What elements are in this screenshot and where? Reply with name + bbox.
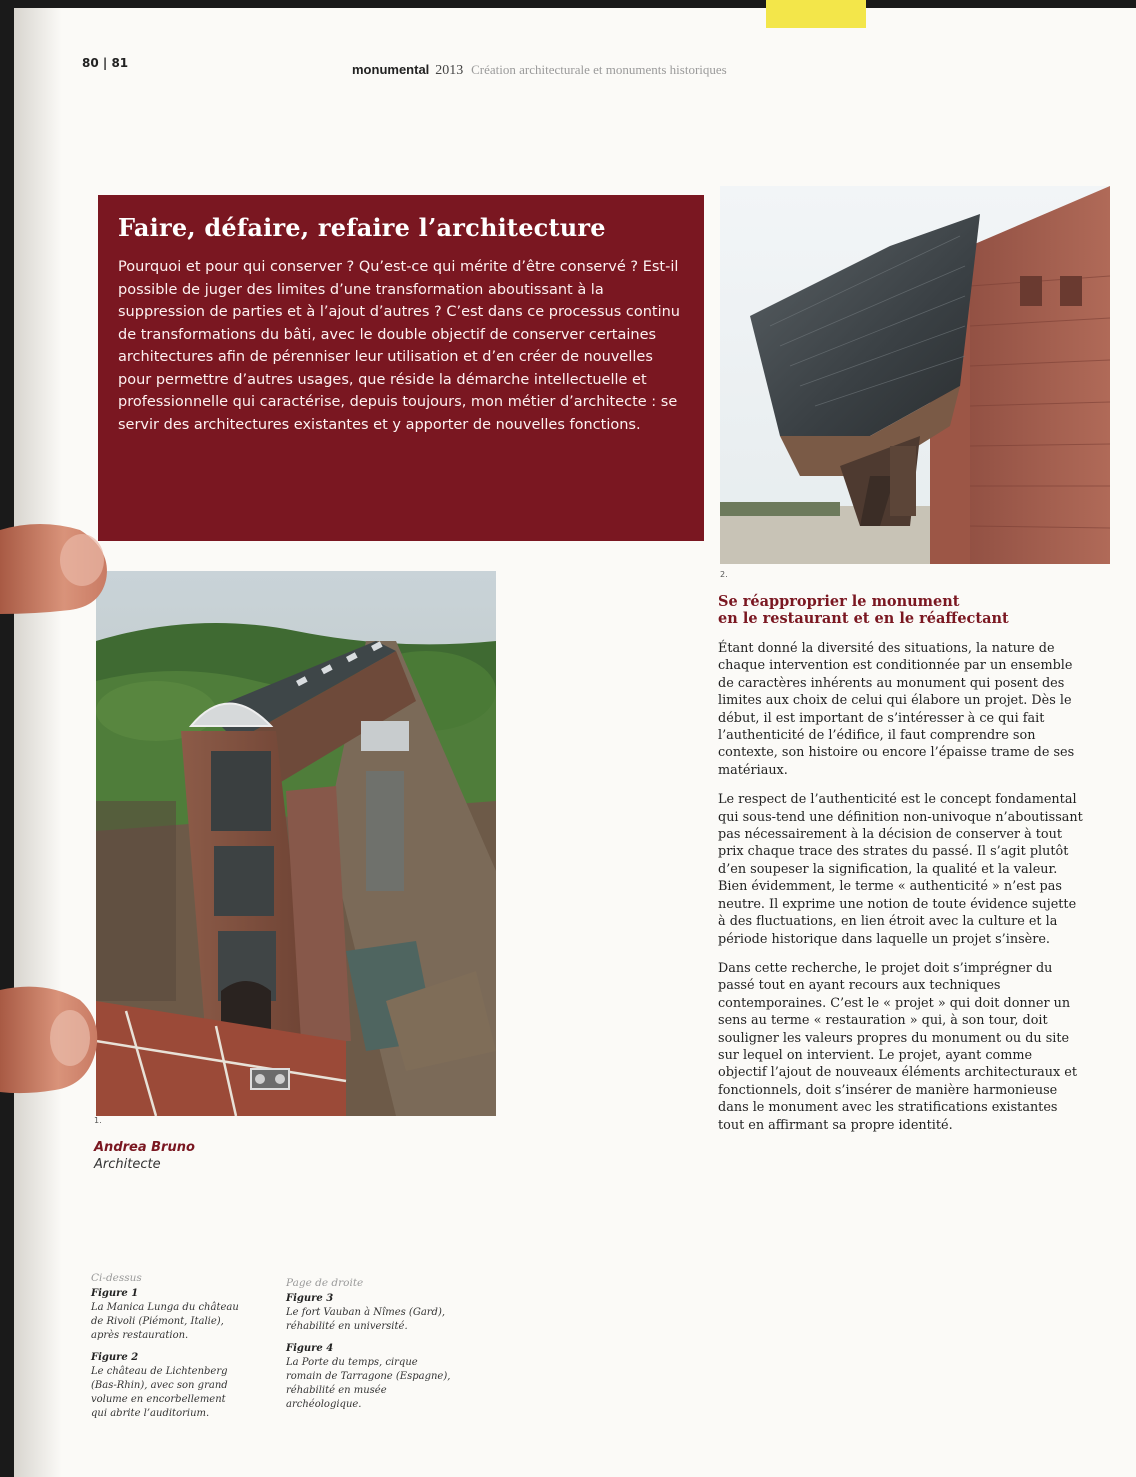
article-body: [718, 640, 1084, 1146]
page-numbers: 80 | 81: [82, 56, 129, 70]
caption-figure-2-label: Figure 2: [91, 1352, 139, 1363]
photo-lichtenberg-svg: [720, 186, 1110, 564]
section-heading: [718, 593, 1118, 627]
intro-box: [98, 195, 704, 541]
caption-heading-above: Ci-dessus: [91, 1272, 142, 1284]
holding-fingers: [0, 510, 130, 1120]
magazine-page: [14, 8, 1136, 1477]
figure-1-number: 1.: [94, 1116, 102, 1125]
figure-2-number: 2.: [720, 570, 728, 579]
caption-figure-3-label: Figure 3: [286, 1293, 334, 1304]
caption-figure-3-text: Le fort Vauban à Nîmes (Gard), réhabilité en université.: [286, 1307, 446, 1332]
caption-figure-4-text: La Porte du temps, cirque romain de Tarragone (Espagne), réhabilité en musée archéologique.: [286, 1357, 451, 1410]
header-title: [352, 62, 727, 79]
caption-figure-1-text: La Manica Lunga du château de Rivoli (Piémont, Italie), après restauration.: [91, 1302, 239, 1341]
caption-heading-right-page: Page de droite: [286, 1277, 364, 1289]
body-paragraph-2: Le respect de l’authenticité est le concept fondamental qui sous-tend une définition non-univoque n’aboutissant pas nécessairement à la décision de conserver à tout prix chaque trace des strates du passé. Il s’agit plutôt d’en soupeser la signification, la qualité et la valeur. Bien évidemment, le terme « authenticité » n’est pas neutre. Il exprime une notion de toute évidence sujette à des fluctuations, en lien étroit avec la culture et la période historique dans laquelle un projet s’insère.: [718, 792, 1083, 947]
photo-lichtenberg-castle: [720, 186, 1110, 564]
author-name: Andrea Bruno: [94, 1140, 195, 1155]
captions-right: [286, 1276, 476, 1412]
body-paragraph-1: Étant donné la diversité des situations, la nature de chaque intervention est conditionnée par un ensemble de caractères inhérents au monument qui posent des limites aux choix de celui qui élabore un projet. Dès le début, il est important de s’intéresser à ce qui fait l’authenticité de l’édifice, il faut comprendre son contexte, son histoire ou encore l’épaisse trame de ses matériaux.: [718, 641, 1075, 778]
caption-figure-2-text: Le château de Lichtenberg (Bas-Rhin), avec son grand volume en encorbellement qui abrite l’auditorium.: [91, 1366, 228, 1419]
intro-text: Pourquoi et pour qui conserver ? Qu’est-ce qui mérite d’être conservé ? Est-il possible de juger des limites d’une transformation aboutissant à la suppression de parties et à l’ajout d’autres ? C’est dans ce processus continu de transformations du bâti, avec le double objectif de conserver certaines architectures afin de pérenniser leur utilisation et d’en créer de nouvelles pour permettre d’autres usages, que réside la démarche intellectuelle et professionnelle qui caractérise, depuis toujours, mon métier d’architecte : se servir des architectures existantes et y apporter de nouvelles fonctions.: [118, 259, 680, 433]
caption-figure-1-label: Figure 1: [91, 1288, 139, 1299]
intro-title: Faire, défaire, refaire l’architecture: [118, 213, 606, 242]
body-paragraph-3: Dans cette recherche, le projet doit s’imprégner du passé tout en ayant recours aux techniques contemporaines. C’est le « projet » qui doit donner un sens au terme « restauration » qui, à son tour, doit souligner les valeurs propres du monument ou du site sur lequel on intervient. Le projet, ayant comme objectif l’ajout de nouveaux éléments architecturaux et fonctionnels, doit s’insérer de manière harmonieuse dans le monument avec les stratifications existantes tout en affirmant sa propre identité.: [718, 960, 1078, 1133]
magazine-name: monumental: [352, 62, 430, 77]
issue-year: 2013: [435, 63, 464, 78]
yellow-tab-marker: [766, 0, 866, 28]
author-role: Architecte: [94, 1157, 161, 1172]
issue-subtitle: Création architecturale et monuments historiques: [471, 62, 727, 77]
author-block: [94, 1140, 195, 1172]
caption-figure-4-label: Figure 4: [286, 1343, 334, 1354]
section-heading-line2: en le restaurant et en le réaffectant: [718, 610, 1009, 627]
photo-manica-lunga: [96, 571, 496, 1116]
section-heading-line1: Se réapproprier le monument: [718, 593, 960, 610]
photo-manica-lunga-svg: [96, 571, 496, 1116]
captions-left: [91, 1271, 266, 1421]
